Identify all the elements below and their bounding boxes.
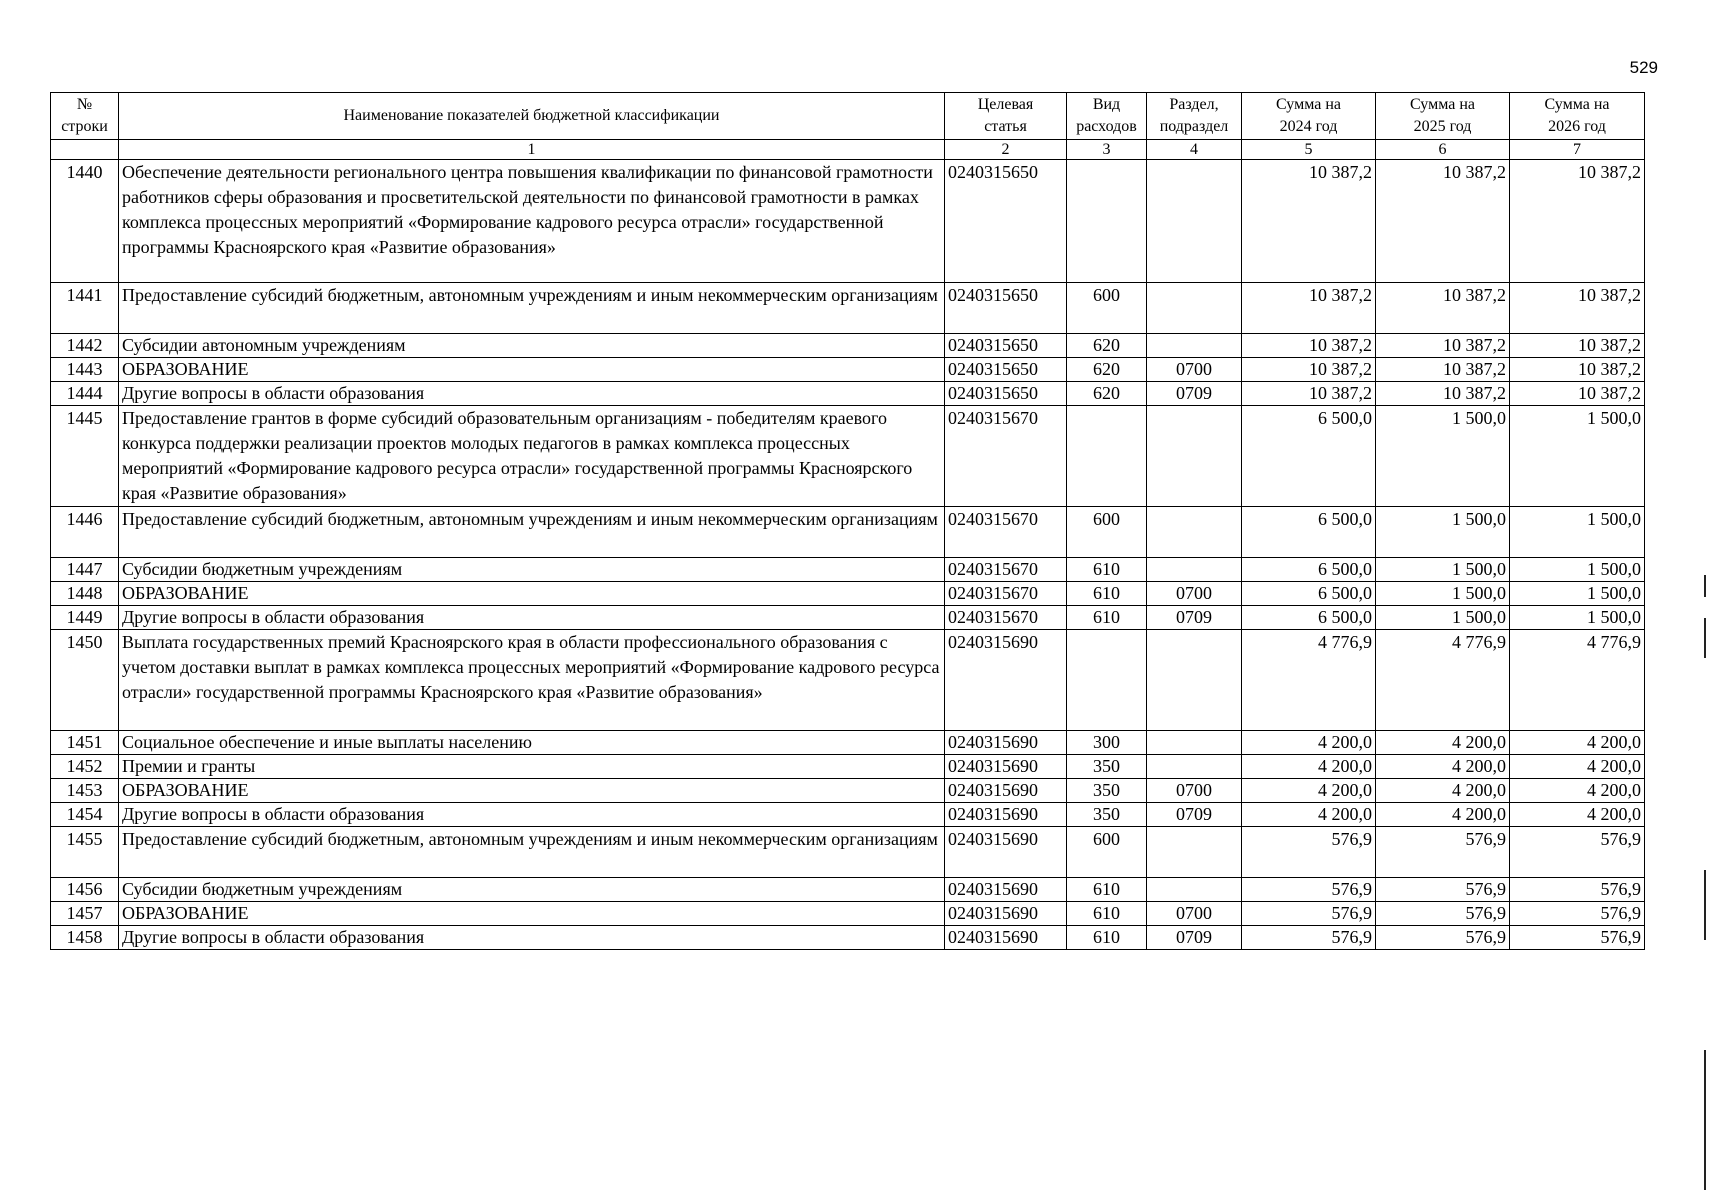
target-article: 0240315690 <box>945 827 1067 878</box>
indicator-name: Премии и гранты <box>119 755 945 779</box>
table-row <box>51 606 1645 630</box>
row-number: 1448 <box>51 582 119 606</box>
column-number: 3 <box>1067 140 1147 160</box>
target-article: 0240315690 <box>945 878 1067 902</box>
target-article: 0240315670 <box>945 507 1067 558</box>
row-number: 1446 <box>51 507 119 558</box>
table-row <box>51 558 1645 582</box>
row-number: 1454 <box>51 803 119 827</box>
sum-2026: 4 776,9 <box>1510 630 1645 731</box>
row-number: 1449 <box>51 606 119 630</box>
expense-kind: 610 <box>1067 558 1147 582</box>
header-sum-2024: Сумма на 2024 год <box>1242 93 1376 140</box>
section <box>1147 558 1242 582</box>
column-number-row <box>51 140 1645 160</box>
table-row <box>51 779 1645 803</box>
header-sum-2026: Сумма на 2026 год <box>1510 93 1645 140</box>
section <box>1147 160 1242 283</box>
sum-2026: 10 387,2 <box>1510 160 1645 283</box>
indicator-name: Субсидии бюджетным учреждениям <box>119 878 945 902</box>
section <box>1147 878 1242 902</box>
row-number: 1453 <box>51 779 119 803</box>
row-number: 1442 <box>51 334 119 358</box>
sum-2026: 4 200,0 <box>1510 731 1645 755</box>
sum-2024: 6 500,0 <box>1242 558 1376 582</box>
sum-2026: 4 200,0 <box>1510 803 1645 827</box>
sum-2026: 4 200,0 <box>1510 755 1645 779</box>
expense-kind: 610 <box>1067 878 1147 902</box>
table-row <box>51 803 1645 827</box>
target-article: 0240315690 <box>945 779 1067 803</box>
sum-2025: 10 387,2 <box>1376 382 1510 406</box>
expense-kind: 620 <box>1067 358 1147 382</box>
section: 0709 <box>1147 606 1242 630</box>
sum-2025: 1 500,0 <box>1376 582 1510 606</box>
section: 0709 <box>1147 803 1242 827</box>
section: 0700 <box>1147 779 1242 803</box>
target-article: 0240315690 <box>945 755 1067 779</box>
indicator-name: Другие вопросы в области образования <box>119 803 945 827</box>
page-number: 529 <box>1629 58 1658 77</box>
sum-2025: 1 500,0 <box>1376 507 1510 558</box>
indicator-name: ОБРАЗОВАНИЕ <box>119 582 945 606</box>
expense-kind: 350 <box>1067 755 1147 779</box>
sum-2025: 1 500,0 <box>1376 406 1510 507</box>
section: 0700 <box>1147 582 1242 606</box>
column-number <box>51 140 119 160</box>
column-number: 5 <box>1242 140 1376 160</box>
target-article: 0240315690 <box>945 803 1067 827</box>
sum-2024: 10 387,2 <box>1242 382 1376 406</box>
indicator-name: ОБРАЗОВАНИЕ <box>119 358 945 382</box>
row-number: 1458 <box>51 926 119 950</box>
section: 0700 <box>1147 902 1242 926</box>
indicator-name: Предоставление субсидий бюджетным, автономным учреждениям и иным некоммерческим организациям <box>119 283 945 334</box>
sum-2026: 10 387,2 <box>1510 283 1645 334</box>
section <box>1147 755 1242 779</box>
scan-edge-mark <box>1704 870 1706 940</box>
sum-2024: 10 387,2 <box>1242 334 1376 358</box>
target-article: 0240315690 <box>945 926 1067 950</box>
expense-kind: 350 <box>1067 779 1147 803</box>
sum-2025: 10 387,2 <box>1376 334 1510 358</box>
table-row <box>51 926 1645 950</box>
sum-2025: 10 387,2 <box>1376 283 1510 334</box>
sum-2026: 1 500,0 <box>1510 582 1645 606</box>
sum-2025: 4 200,0 <box>1376 755 1510 779</box>
header-expense-kind: Вид расходов <box>1067 93 1147 140</box>
target-article: 0240315670 <box>945 406 1067 507</box>
sum-2024: 4 200,0 <box>1242 755 1376 779</box>
indicator-name: Другие вопросы в области образования <box>119 606 945 630</box>
expense-kind: 600 <box>1067 283 1147 334</box>
table-row <box>51 334 1645 358</box>
sum-2024: 10 387,2 <box>1242 358 1376 382</box>
indicator-name: Обеспечение деятельности регионального центра повышения квалификации по финансовой грамотности работников сферы образования и просветительской деятельности по финансовой грамотности в рамках комплекса процессных мероприятий «Формирование кадрового ресурса отрасли» государственной программы Красноярского края «Развитие образования» <box>119 160 945 283</box>
header-sum-2025: Сумма на 2025 год <box>1376 93 1510 140</box>
indicator-name: ОБРАЗОВАНИЕ <box>119 779 945 803</box>
sum-2025: 4 776,9 <box>1376 630 1510 731</box>
expense-kind <box>1067 406 1147 507</box>
table-row <box>51 507 1645 558</box>
sum-2025: 4 200,0 <box>1376 803 1510 827</box>
sum-2026: 4 200,0 <box>1510 779 1645 803</box>
sum-2024: 10 387,2 <box>1242 160 1376 283</box>
table-row <box>51 630 1645 731</box>
table-row <box>51 902 1645 926</box>
row-number: 1457 <box>51 902 119 926</box>
sum-2024: 4 776,9 <box>1242 630 1376 731</box>
expense-kind: 610 <box>1067 926 1147 950</box>
section: 0709 <box>1147 926 1242 950</box>
header-indicator-name: Наименование показателей бюджетной классификации <box>119 93 945 140</box>
section <box>1147 406 1242 507</box>
expense-kind: 610 <box>1067 902 1147 926</box>
indicator-name: Предоставление грантов в форме субсидий образовательным организациям - победителям краевого конкурса поддержки реализации проектов молодых педагогов в рамках комплекса процессных мероприятий «Формирование кадрового ресурса отрасли» государственной программы Красноярского края «Развитие образования» <box>119 406 945 507</box>
indicator-name: Предоставление субсидий бюджетным, автономным учреждениям и иным некоммерческим организациям <box>119 827 945 878</box>
row-number: 1445 <box>51 406 119 507</box>
table-row <box>51 160 1645 283</box>
target-article: 0240315690 <box>945 731 1067 755</box>
row-number: 1452 <box>51 755 119 779</box>
table-row <box>51 878 1645 902</box>
sum-2024: 576,9 <box>1242 902 1376 926</box>
sum-2026: 10 387,2 <box>1510 358 1645 382</box>
sum-2026: 576,9 <box>1510 902 1645 926</box>
target-article: 0240315690 <box>945 902 1067 926</box>
scan-edge-mark <box>1704 575 1706 597</box>
sum-2025: 4 200,0 <box>1376 779 1510 803</box>
section <box>1147 630 1242 731</box>
expense-kind <box>1067 630 1147 731</box>
sum-2026: 1 500,0 <box>1510 507 1645 558</box>
expense-kind: 300 <box>1067 731 1147 755</box>
sum-2025: 4 200,0 <box>1376 731 1510 755</box>
column-number: 2 <box>945 140 1067 160</box>
indicator-name: Субсидии бюджетным учреждениям <box>119 558 945 582</box>
header-target-article: Целевая статья <box>945 93 1067 140</box>
row-number: 1443 <box>51 358 119 382</box>
sum-2024: 6 500,0 <box>1242 582 1376 606</box>
indicator-name: ОБРАЗОВАНИЕ <box>119 902 945 926</box>
section: 0709 <box>1147 382 1242 406</box>
target-article: 0240315670 <box>945 558 1067 582</box>
scan-edge-mark <box>1704 1050 1706 1190</box>
sum-2025: 576,9 <box>1376 878 1510 902</box>
sum-2026: 1 500,0 <box>1510 606 1645 630</box>
row-number: 1451 <box>51 731 119 755</box>
table-row <box>51 827 1645 878</box>
sum-2025: 576,9 <box>1376 827 1510 878</box>
target-article: 0240315650 <box>945 382 1067 406</box>
table-row <box>51 283 1645 334</box>
budget-table <box>50 92 1645 950</box>
indicator-name: Другие вопросы в области образования <box>119 382 945 406</box>
row-number: 1450 <box>51 630 119 731</box>
expense-kind: 620 <box>1067 334 1147 358</box>
sum-2026: 576,9 <box>1510 827 1645 878</box>
header-row <box>51 93 1645 140</box>
indicator-name: Субсидии автономным учреждениям <box>119 334 945 358</box>
sum-2026: 576,9 <box>1510 926 1645 950</box>
expense-kind: 350 <box>1067 803 1147 827</box>
sum-2025: 576,9 <box>1376 926 1510 950</box>
row-number: 1440 <box>51 160 119 283</box>
expense-kind: 600 <box>1067 827 1147 878</box>
sum-2025: 1 500,0 <box>1376 558 1510 582</box>
sum-2024: 4 200,0 <box>1242 779 1376 803</box>
table-body <box>51 160 1645 950</box>
expense-kind: 610 <box>1067 606 1147 630</box>
sum-2024: 6 500,0 <box>1242 406 1376 507</box>
target-article: 0240315650 <box>945 334 1067 358</box>
section <box>1147 334 1242 358</box>
expense-kind: 620 <box>1067 382 1147 406</box>
scan-edge-mark <box>1704 618 1706 658</box>
sum-2024: 10 387,2 <box>1242 283 1376 334</box>
sum-2024: 4 200,0 <box>1242 803 1376 827</box>
expense-kind: 600 <box>1067 507 1147 558</box>
expense-kind <box>1067 160 1147 283</box>
sum-2026: 10 387,2 <box>1510 382 1645 406</box>
sum-2024: 4 200,0 <box>1242 731 1376 755</box>
target-article: 0240315650 <box>945 283 1067 334</box>
sum-2026: 1 500,0 <box>1510 558 1645 582</box>
sum-2025: 10 387,2 <box>1376 358 1510 382</box>
section <box>1147 731 1242 755</box>
row-number: 1444 <box>51 382 119 406</box>
row-number: 1455 <box>51 827 119 878</box>
section <box>1147 827 1242 878</box>
section <box>1147 507 1242 558</box>
row-number: 1447 <box>51 558 119 582</box>
target-article: 0240315650 <box>945 358 1067 382</box>
header-section: Раздел, подраздел <box>1147 93 1242 140</box>
section <box>1147 283 1242 334</box>
indicator-name: Предоставление субсидий бюджетным, автономным учреждениям и иным некоммерческим организациям <box>119 507 945 558</box>
sum-2024: 576,9 <box>1242 926 1376 950</box>
sum-2024: 576,9 <box>1242 827 1376 878</box>
column-number: 4 <box>1147 140 1242 160</box>
sum-2026: 576,9 <box>1510 878 1645 902</box>
target-article: 0240315690 <box>945 630 1067 731</box>
indicator-name: Социальное обеспечение и иные выплаты населению <box>119 731 945 755</box>
column-number: 6 <box>1376 140 1510 160</box>
table-row <box>51 382 1645 406</box>
target-article: 0240315670 <box>945 582 1067 606</box>
header-row-number: № строки <box>51 93 119 140</box>
indicator-name: Другие вопросы в области образования <box>119 926 945 950</box>
sum-2024: 6 500,0 <box>1242 606 1376 630</box>
table-row <box>51 731 1645 755</box>
table-row <box>51 358 1645 382</box>
table-row <box>51 582 1645 606</box>
target-article: 0240315650 <box>945 160 1067 283</box>
section: 0700 <box>1147 358 1242 382</box>
sum-2025: 576,9 <box>1376 902 1510 926</box>
table-row <box>51 406 1645 507</box>
column-number: 7 <box>1510 140 1645 160</box>
row-number: 1456 <box>51 878 119 902</box>
row-number: 1441 <box>51 283 119 334</box>
sum-2024: 6 500,0 <box>1242 507 1376 558</box>
table-row <box>51 755 1645 779</box>
column-number: 1 <box>119 140 945 160</box>
indicator-name: Выплата государственных премий Красноярского края в области профессионального образования с учетом доставки выплат в рамках комплекса процессных мероприятий «Формирование кадрового ресурса отрасли» государственной программы Красноярского края «Развитие образования» <box>119 630 945 731</box>
sum-2025: 10 387,2 <box>1376 160 1510 283</box>
target-article: 0240315670 <box>945 606 1067 630</box>
sum-2025: 1 500,0 <box>1376 606 1510 630</box>
sum-2026: 10 387,2 <box>1510 334 1645 358</box>
sum-2024: 576,9 <box>1242 878 1376 902</box>
sum-2026: 1 500,0 <box>1510 406 1645 507</box>
expense-kind: 610 <box>1067 582 1147 606</box>
